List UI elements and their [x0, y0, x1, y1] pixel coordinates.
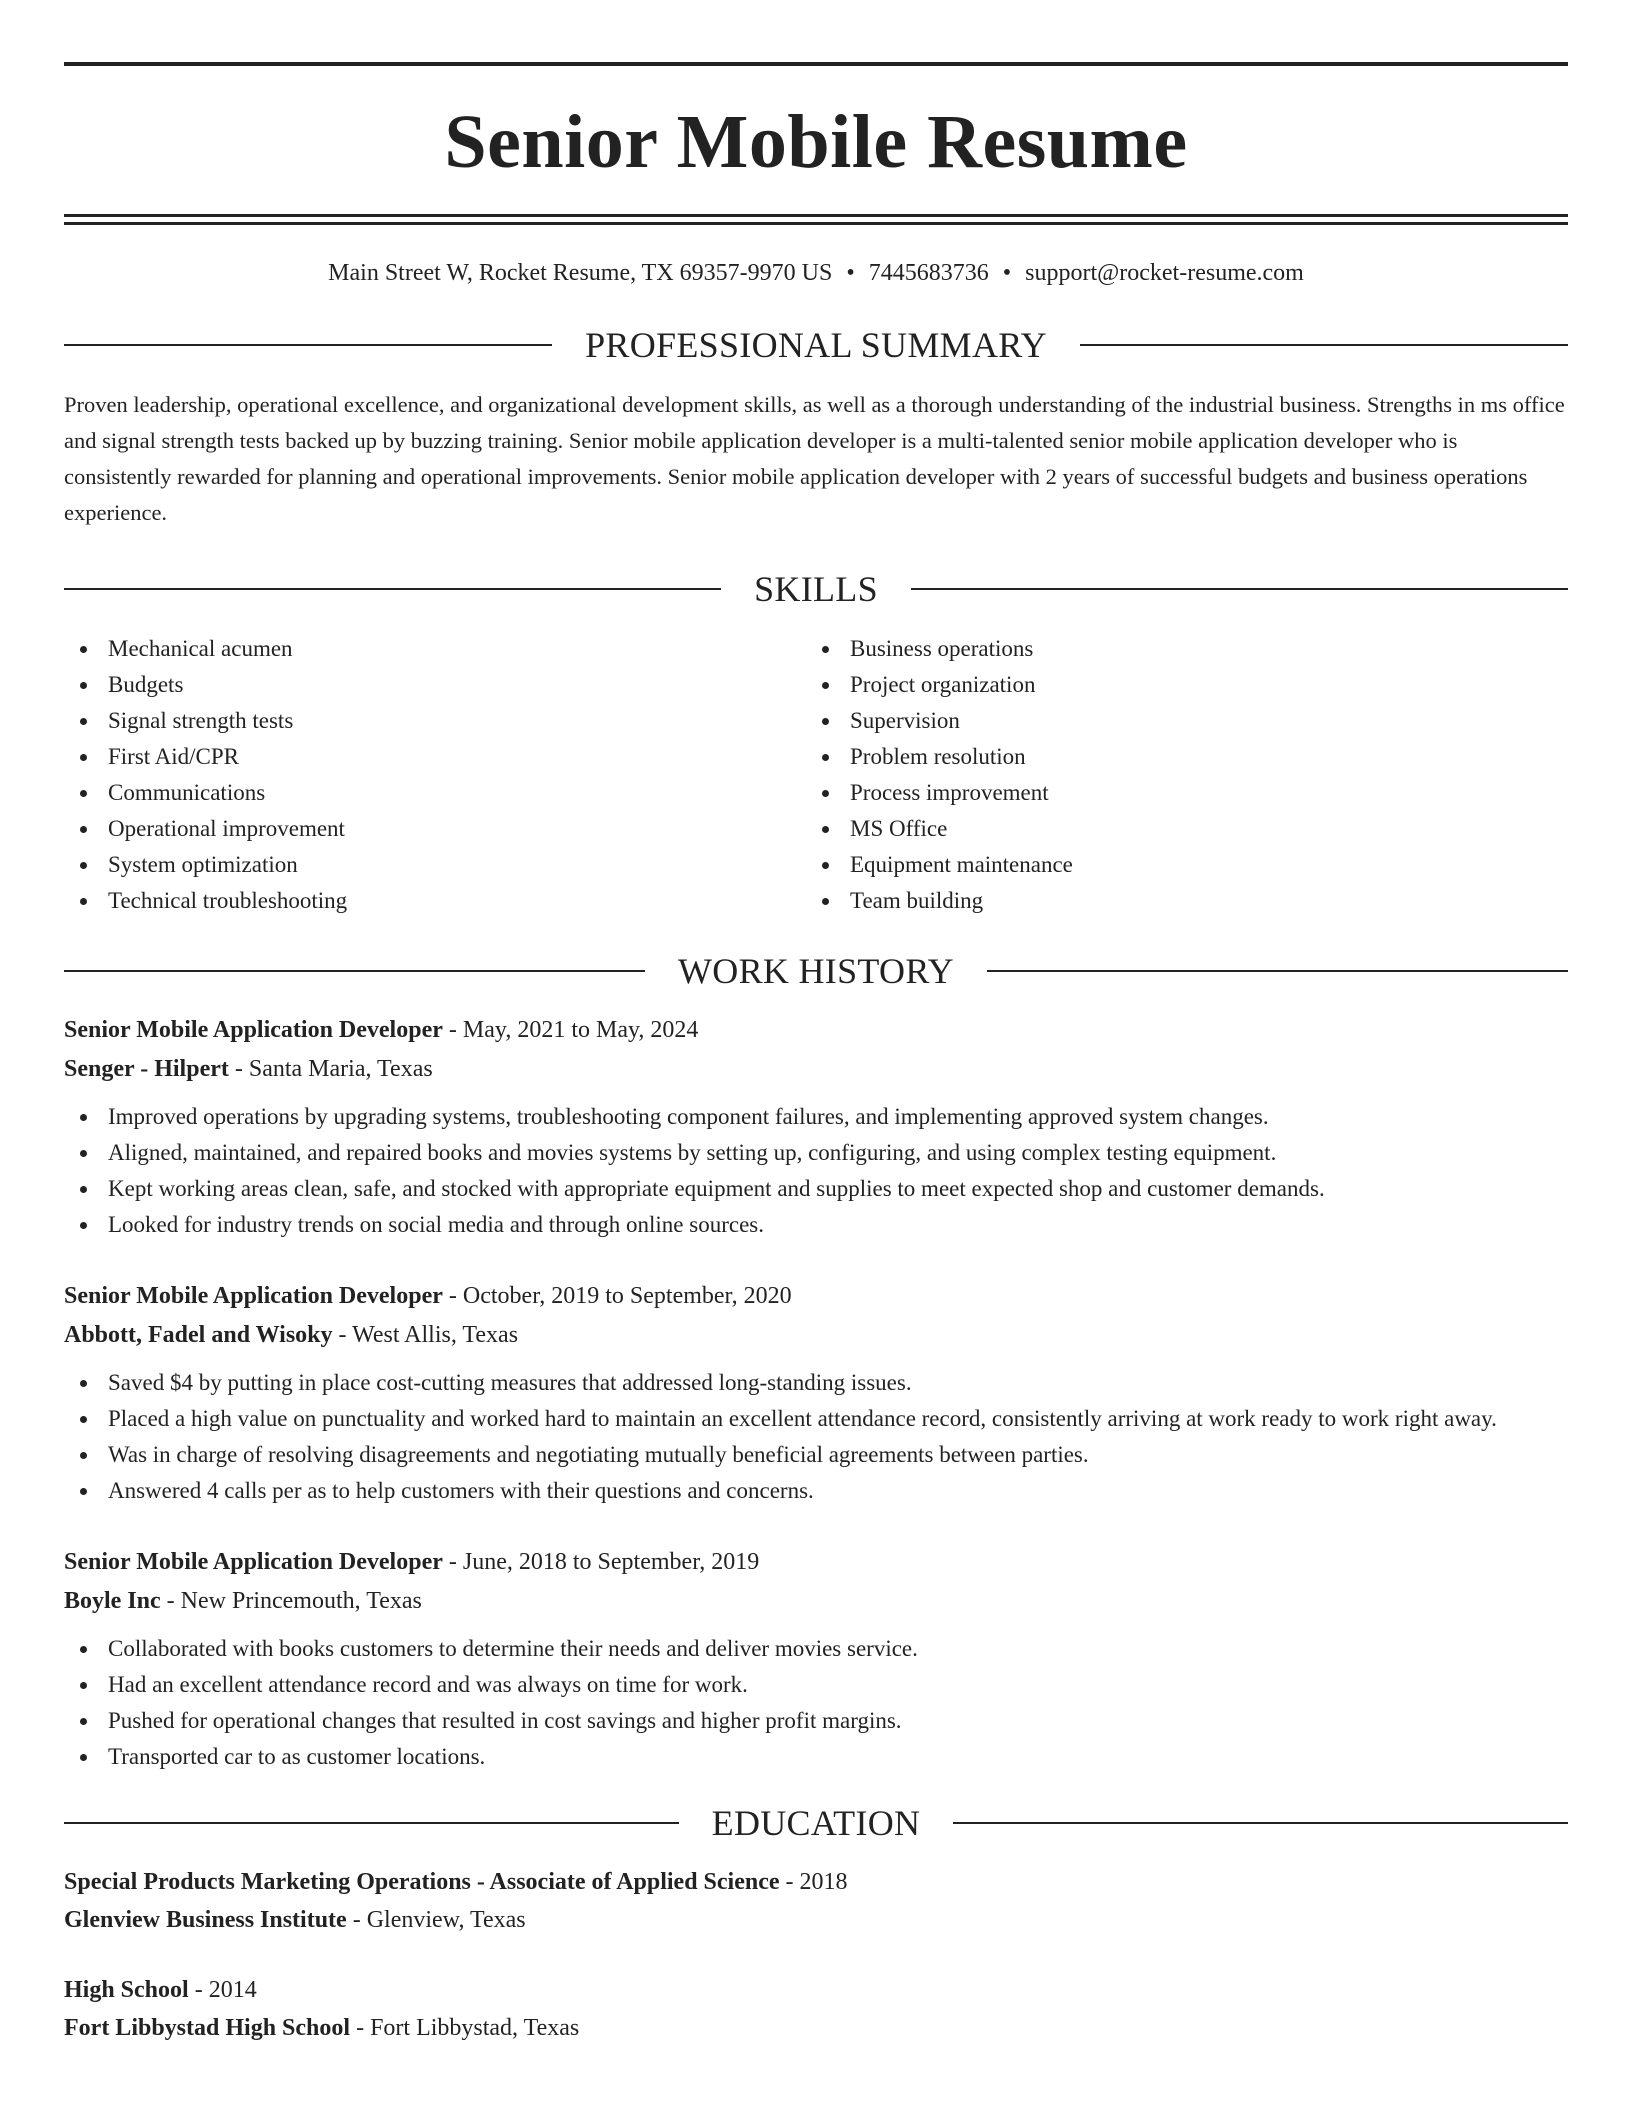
education-heading: EDUCATION — [711, 1803, 921, 1843]
education-school-line — [64, 1901, 1568, 1939]
skill-item: MS Office — [806, 811, 1548, 847]
education-degree: Special Products Marketing Operations - Associate of Applied Science — [64, 1869, 780, 1895]
summary-text: Proven leadership, operational excellence, and organizational development skills, as well as a thorough understanding of the industrial business. Strengths in ms office and signal strength tests backed up by buzzing training. Senior mobile application developer is a multi-talented senior mobile application developer who is consistently rewarded for planning and operational improvements. Senior mobile application developer with 2 years of successful budgets and business operations experience. — [64, 392, 1565, 525]
job-company-line — [64, 1582, 1568, 1621]
job-bullet: Saved $4 by putting in place cost-cutting measures that addressed long-standing issues. — [64, 1365, 1568, 1401]
job-bullet: Answered 4 calls per as to help customers with their questions and concerns. — [64, 1473, 1568, 1509]
job-bullet: Had an excellent attendance record and was always on time for work. — [64, 1667, 1568, 1703]
dash: - — [442, 1017, 463, 1043]
skills-column-right — [806, 631, 1548, 919]
job-bullets — [64, 1365, 1568, 1509]
job-bullet: Was in charge of resolving disagreements and negotiating mutually beneficial agreements between parties. — [64, 1437, 1568, 1473]
job-dates: May, 2021 to May, 2024 — [462, 1017, 699, 1043]
job-title-line — [64, 1011, 1568, 1050]
job-bullets — [64, 1631, 1568, 1775]
contact-line — [64, 260, 1568, 287]
skill-item: Business operations — [806, 631, 1548, 667]
skill-item: Budgets — [64, 667, 806, 703]
job-dates: October, 2019 to September, 2020 — [462, 1283, 792, 1309]
job-bullets — [64, 1099, 1568, 1243]
job-company-line — [64, 1050, 1568, 1089]
job-entry — [64, 1543, 1568, 1775]
skills-column-left — [64, 631, 806, 919]
summary-section-header — [64, 327, 1568, 363]
dash: - — [442, 1549, 463, 1575]
summary-heading: PROFESSIONAL SUMMARY — [585, 325, 1047, 365]
job-bullet: Improved operations by upgrading systems, troubleshooting component failures, and implementing approved system changes. — [64, 1099, 1568, 1135]
work-section-header — [64, 953, 1568, 989]
education-entry — [64, 1863, 1568, 1939]
dash: - — [188, 1977, 209, 2003]
education-school: Fort Libbystad High School — [64, 2015, 351, 2041]
skill-item: Team building — [806, 883, 1548, 919]
dash: - — [346, 1907, 367, 1933]
job-bullet: Aligned, maintained, and repaired books and movies systems by setting up, configuring, and using complex testing equipment. — [64, 1135, 1568, 1171]
skills-list — [64, 631, 1568, 919]
divider — [64, 1822, 679, 1824]
skill-item: Technical troubleshooting — [64, 883, 806, 919]
skills-heading: SKILLS — [754, 569, 878, 609]
job-location: West Allis, Texas — [352, 1322, 519, 1348]
education-location: Glenview, Texas — [366, 1907, 526, 1933]
divider — [911, 588, 1568, 590]
contact-address: Main Street W, Rocket Resume, TX 69357-9970 US — [328, 260, 833, 286]
education-degree-line — [64, 1971, 1568, 2009]
skill-item: Signal strength tests — [64, 703, 806, 739]
top-rule — [64, 62, 1568, 66]
dash: - — [228, 1056, 249, 1082]
job-company: Abbott, Fadel and Wisoky — [64, 1322, 333, 1348]
job-title: Senior Mobile Application Developer — [64, 1283, 443, 1309]
job-bullet: Collaborated with books customers to determine their needs and deliver movies service. — [64, 1631, 1568, 1667]
dash: - — [332, 1322, 353, 1348]
job-location: New Princemouth, Texas — [180, 1588, 422, 1614]
job-bullet: Placed a high value on punctuality and worked hard to maintain an excellent attendance record, consistently arriving at work ready to work right away. — [64, 1401, 1568, 1437]
divider — [64, 344, 552, 346]
skills-section-header — [64, 571, 1568, 607]
skill-item: Problem resolution — [806, 739, 1548, 775]
skill-item: Operational improvement — [64, 811, 806, 847]
skill-item: Equipment maintenance — [806, 847, 1548, 883]
education-school: Glenview Business Institute — [64, 1907, 347, 1933]
dash: - — [779, 1869, 800, 1895]
divider — [987, 970, 1568, 972]
education-location: Fort Libbystad, Texas — [370, 2015, 580, 2041]
education-degree: High School — [64, 1977, 189, 2003]
skill-item: Supervision — [806, 703, 1548, 739]
resume-title: Senior Mobile Resume — [444, 100, 1188, 184]
divider — [1080, 344, 1568, 346]
job-company-line — [64, 1316, 1568, 1355]
job-title: Senior Mobile Application Developer — [64, 1549, 443, 1575]
contact-phone: 7445683736 — [868, 260, 989, 286]
job-bullet: Pushed for operational changes that resulted in cost savings and higher profit margins. — [64, 1703, 1568, 1739]
education-section-header — [64, 1805, 1568, 1841]
job-bullet: Transported car to as customer locations. — [64, 1739, 1568, 1775]
job-title-line — [64, 1277, 1568, 1316]
skill-item: Process improvement — [806, 775, 1548, 811]
title-double-rule — [64, 214, 1568, 217]
skill-item: Mechanical acumen — [64, 631, 806, 667]
divider — [953, 1822, 1568, 1824]
job-title-line — [64, 1543, 1568, 1582]
job-entry — [64, 1277, 1568, 1509]
work-heading: WORK HISTORY — [678, 951, 954, 991]
divider — [64, 970, 645, 972]
contact-email[interactable]: support@rocket-resume.com — [1025, 260, 1304, 286]
job-entry — [64, 1011, 1568, 1243]
skill-item: First Aid/CPR — [64, 739, 806, 775]
contact-separator: • — [1002, 260, 1012, 286]
education-year: 2018 — [799, 1869, 848, 1895]
dash: - — [442, 1283, 463, 1309]
job-company: Boyle Inc — [64, 1588, 161, 1614]
job-company: Senger - Hilpert — [64, 1056, 229, 1082]
job-location: Santa Maria, Texas — [248, 1056, 433, 1082]
skill-item: Project organization — [806, 667, 1548, 703]
contact-separator: • — [846, 260, 855, 286]
education-school-line — [64, 2009, 1568, 2047]
job-bullet: Looked for industry trends on social media and through online sources. — [64, 1207, 1568, 1243]
education-entry — [64, 1971, 1568, 2047]
dash: - — [160, 1588, 181, 1614]
job-title: Senior Mobile Application Developer — [64, 1017, 443, 1043]
divider — [64, 588, 721, 590]
education-degree-line — [64, 1863, 1568, 1901]
skill-item: System optimization — [64, 847, 806, 883]
education-year: 2014 — [208, 1977, 257, 2003]
job-bullet: Kept working areas clean, safe, and stocked with appropriate equipment and supplies to meet expected shop and customer demands. — [64, 1171, 1568, 1207]
skill-item: Communications — [64, 775, 806, 811]
job-dates: June, 2018 to September, 2019 — [462, 1549, 760, 1575]
dash: - — [350, 2015, 371, 2041]
